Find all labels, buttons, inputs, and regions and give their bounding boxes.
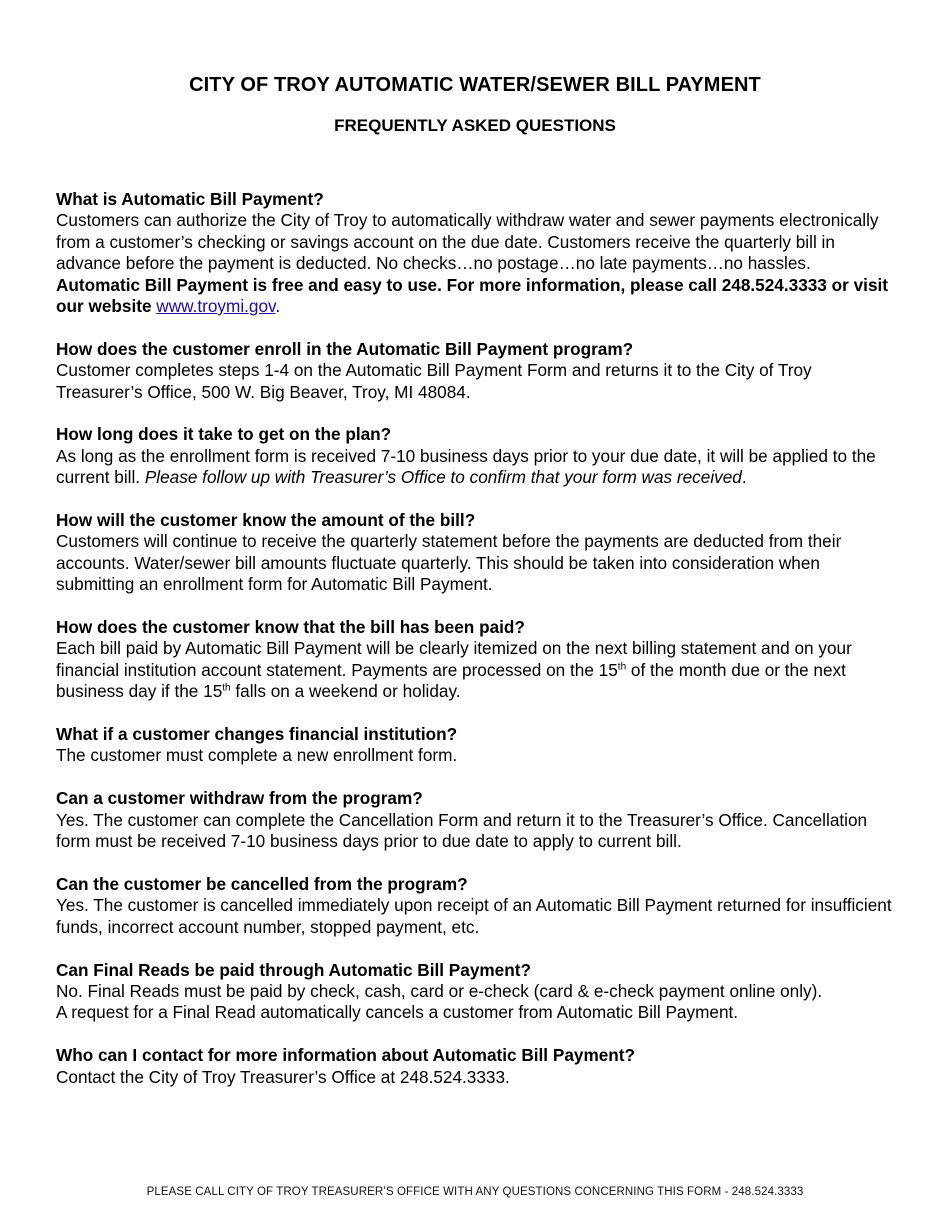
faq-note (56, 275, 901, 318)
faq-answer: Yes. The customer can complete the Cancellation Form and return it to the Treasurer’s Office. Cancellation form must be received 7-10 business days prior to due date to apply to current bill. (56, 809, 868, 852)
faq-item-cancelled (56, 874, 901, 938)
faq-item-contact (56, 1045, 901, 1088)
faq-answer-part2: of the month due or the next business day if the 15 (56, 659, 846, 702)
faq-item-how-long (56, 424, 901, 488)
faq-question: Can Final Reads be paid through Automatic Bill Payment? (56, 959, 531, 980)
faq-answer (56, 638, 901, 702)
faq-item-what-is (56, 189, 901, 317)
faq-answer-line1: No. Final Reads must be paid by check, cash, card or e-check (card & e-check payment online only). (56, 980, 823, 1001)
faq-answer: Yes. The customer is cancelled immediately upon receipt of an Automatic Bill Payment returned for insufficient funds, incorrect account number, stopped payment, etc. (56, 895, 892, 937)
faq-answer (56, 446, 901, 489)
website-link[interactable]: www.troymi.gov (156, 296, 276, 317)
faq-question: Can the customer be cancelled from the program? (56, 873, 468, 894)
faq-note-end: . (275, 296, 281, 317)
faq-question: What if a customer changes financial institution? (56, 724, 458, 745)
faq-item-bill-paid (56, 617, 901, 703)
faq-question: Can a customer withdraw from the program? (56, 788, 423, 809)
faq-answer: Customers can authorize the City of Troy to automatically withdraw water and sewer payments electronically from a customer’s checking or savings account on the due date. Customers receive the quarterly bill in advance before the payment is deducted. No checks…no postage…no late payments…no hassles. (56, 210, 879, 274)
faq-item-withdraw (56, 788, 901, 852)
page-footer: PLEASE CALL CITY OF TROY TREASURER’S OFFICE WITH ANY QUESTIONS CONCERNING THIS FORM - 248.524.3333 (146, 1186, 804, 1198)
faq-answer-text: As long as the enrollment form is received 7-10 business days prior to your due date, it will be applied to the current bill. (56, 445, 876, 488)
faq-answer-line2: A request for a Final Read automatically cancels a customer from Automatic Bill Payment. (56, 1002, 739, 1023)
faq-note-text: Automatic Bill Payment is free and easy to use. For more information, please call 248.524.3333 or visit our website (56, 274, 888, 317)
faq-answer: Contact the City of Troy Treasurer’s Office at 248.524.3333. (56, 1066, 510, 1087)
faq-content (56, 189, 901, 1109)
page-subtitle: FREQUENTLY ASKED QUESTIONS (334, 116, 616, 135)
faq-item-enroll (56, 339, 901, 403)
faq-answer-italic: Please follow up with Treasurer’s Office to confirm that your form was received (144, 467, 742, 488)
faq-answer: Customers will continue to receive the quarterly statement before the payments are deducted from their accounts. Water/sewer bill amounts fluctuate quarterly. This should be taken into consideration when submitting an enrollment form for Automatic Bill Payment. (56, 531, 842, 595)
faq-answer-end: . (741, 467, 747, 488)
faq-item-final-reads (56, 960, 901, 1024)
faq-item-bill-amount (56, 510, 901, 596)
faq-answer: The customer must complete a new enrollment form. (56, 745, 458, 766)
faq-answer-part3: falls on a weekend or holiday. (230, 681, 461, 702)
page-title: CITY OF TROY AUTOMATIC WATER/SEWER BILL PAYMENT (189, 74, 761, 96)
superscript-th: th (222, 682, 231, 694)
faq-question: How will the customer know the amount of the bill? (56, 510, 476, 531)
faq-question: What is Automatic Bill Payment? (56, 189, 324, 209)
faq-answer: Customer completes steps 1-4 on the Automatic Bill Payment Form and returns it to the City of Troy Treasurer’s Office, 500 W. Big Beaver, Troy, MI 48084. (56, 360, 812, 402)
faq-answer-part1: Each bill paid by Automatic Bill Payment will be clearly itemized on the next billing statement and on your financial institution account statement. Payments are processed on the 15 (56, 638, 852, 680)
faq-question: How does the customer enroll in the Automatic Bill Payment program? (56, 338, 634, 359)
faq-item-change-institution (56, 724, 901, 767)
faq-question: Who can I contact for more information about Automatic Bill Payment? (56, 1045, 636, 1066)
superscript-th: th (617, 661, 627, 673)
faq-question: How long does it take to get on the plan? (56, 424, 392, 445)
faq-question: How does the customer know that the bill has been paid? (56, 617, 525, 638)
